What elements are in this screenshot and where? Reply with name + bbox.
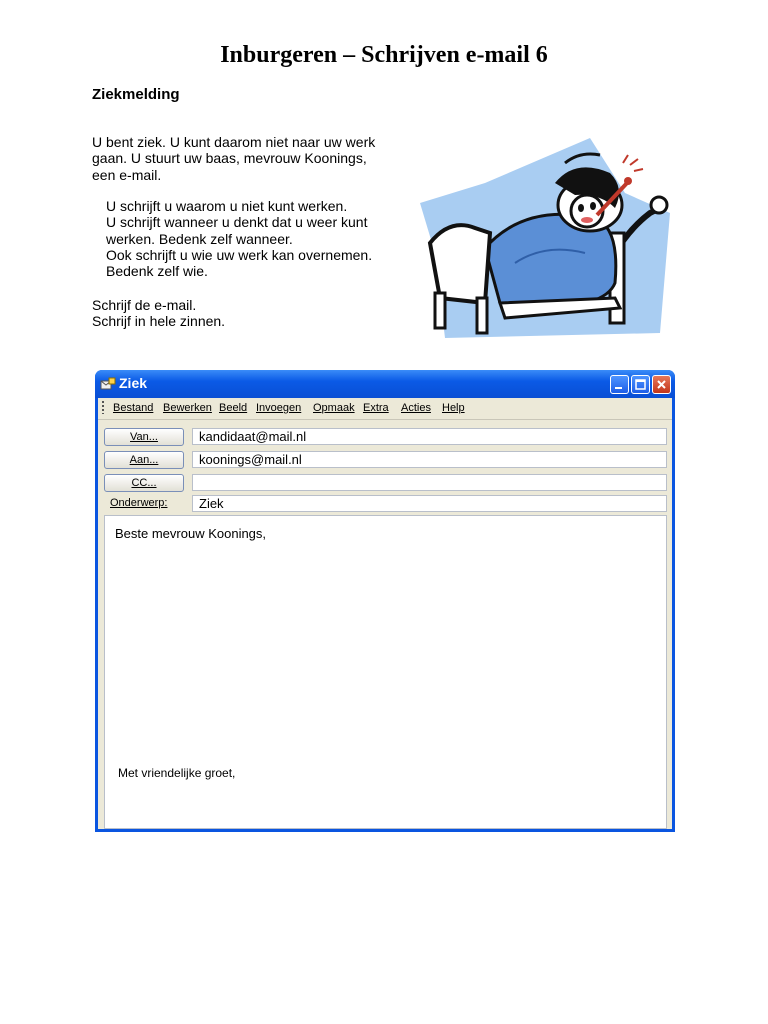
- from-button[interactable]: [104, 428, 184, 446]
- close-button[interactable]: [652, 375, 671, 394]
- menu-extra[interactable]: Extra: [363, 402, 389, 414]
- window-title: Ziek: [119, 375, 148, 391]
- section-title: Ziekmelding: [92, 86, 180, 103]
- minimize-icon: [611, 376, 628, 393]
- task-list: [106, 198, 406, 279]
- task-line: Bedenk zelf wie.: [106, 263, 208, 280]
- closing-line: Schrijf de e-mail.: [92, 297, 197, 313]
- task-line: werken. Bedenk zelf wanneer.: [106, 230, 293, 247]
- window-client: [98, 398, 672, 829]
- subject-label: [110, 497, 167, 509]
- menu-help[interactable]: Help: [442, 402, 465, 414]
- maximize-icon: [632, 376, 649, 393]
- window-titlebar[interactable]: [95, 370, 675, 398]
- body-greeting: Beste mevrouw Koonings,: [115, 526, 267, 541]
- menu-acties[interactable]: Acties: [401, 402, 431, 414]
- subject-label-text: Onderwerp:: [110, 497, 168, 509]
- menu-invoegen[interactable]: Invoegen: [256, 402, 302, 414]
- subject-field[interactable]: Ziek: [192, 495, 667, 512]
- menu-beeld[interactable]: Beeld: [219, 402, 248, 414]
- maximize-button[interactable]: [631, 375, 650, 394]
- body-signoff: Met vriendelijke groet,: [118, 766, 236, 780]
- to-field[interactable]: koonings@mail.nl: [192, 451, 667, 468]
- menu-opmaak[interactable]: Opmaak: [313, 402, 355, 414]
- message-body[interactable]: [104, 515, 667, 829]
- intro-text: [92, 134, 402, 183]
- menu-grip[interactable]: [102, 401, 104, 414]
- from-field[interactable]: kandidaat@mail.nl: [192, 428, 667, 445]
- cc-field[interactable]: [192, 474, 667, 491]
- menu-separator: [98, 419, 672, 420]
- sick-person-illustration: [415, 133, 675, 338]
- closing-line: Schrijf in hele zinnen.: [92, 313, 226, 330]
- menu-bewerken[interactable]: Bewerken: [163, 402, 212, 414]
- to-button[interactable]: [104, 451, 184, 469]
- to-button-label: Aan...: [129, 454, 159, 466]
- intro-line: een e-mail.: [92, 166, 162, 183]
- email-window: [95, 370, 675, 832]
- task-line: Ook schrijft u wie uw werk kan overnemen.: [106, 246, 373, 263]
- menu-bar: [98, 398, 672, 418]
- intro-line: U bent ziek. U kunt daarom niet naar uw werk: [92, 134, 376, 150]
- task-line: U schrijft u waarom u niet kunt werken.: [106, 198, 348, 214]
- task-line: U schrijft wanneer u denkt dat u weer kunt: [106, 214, 368, 231]
- close-icon: [653, 376, 670, 393]
- closing-text: [92, 297, 225, 330]
- intro-line: gaan. U stuurt uw baas, mevrouw Koonings,: [92, 150, 367, 167]
- cc-button-label: CC...: [131, 477, 157, 489]
- page-title: Inburgeren – Schrijven e-mail 6: [220, 42, 548, 68]
- menu-bestand[interactable]: Bestand: [113, 402, 154, 414]
- mail-window-icon: [100, 377, 116, 391]
- cc-button[interactable]: [104, 474, 184, 492]
- from-button-label: Van...: [130, 431, 158, 443]
- minimize-button[interactable]: [610, 375, 629, 394]
